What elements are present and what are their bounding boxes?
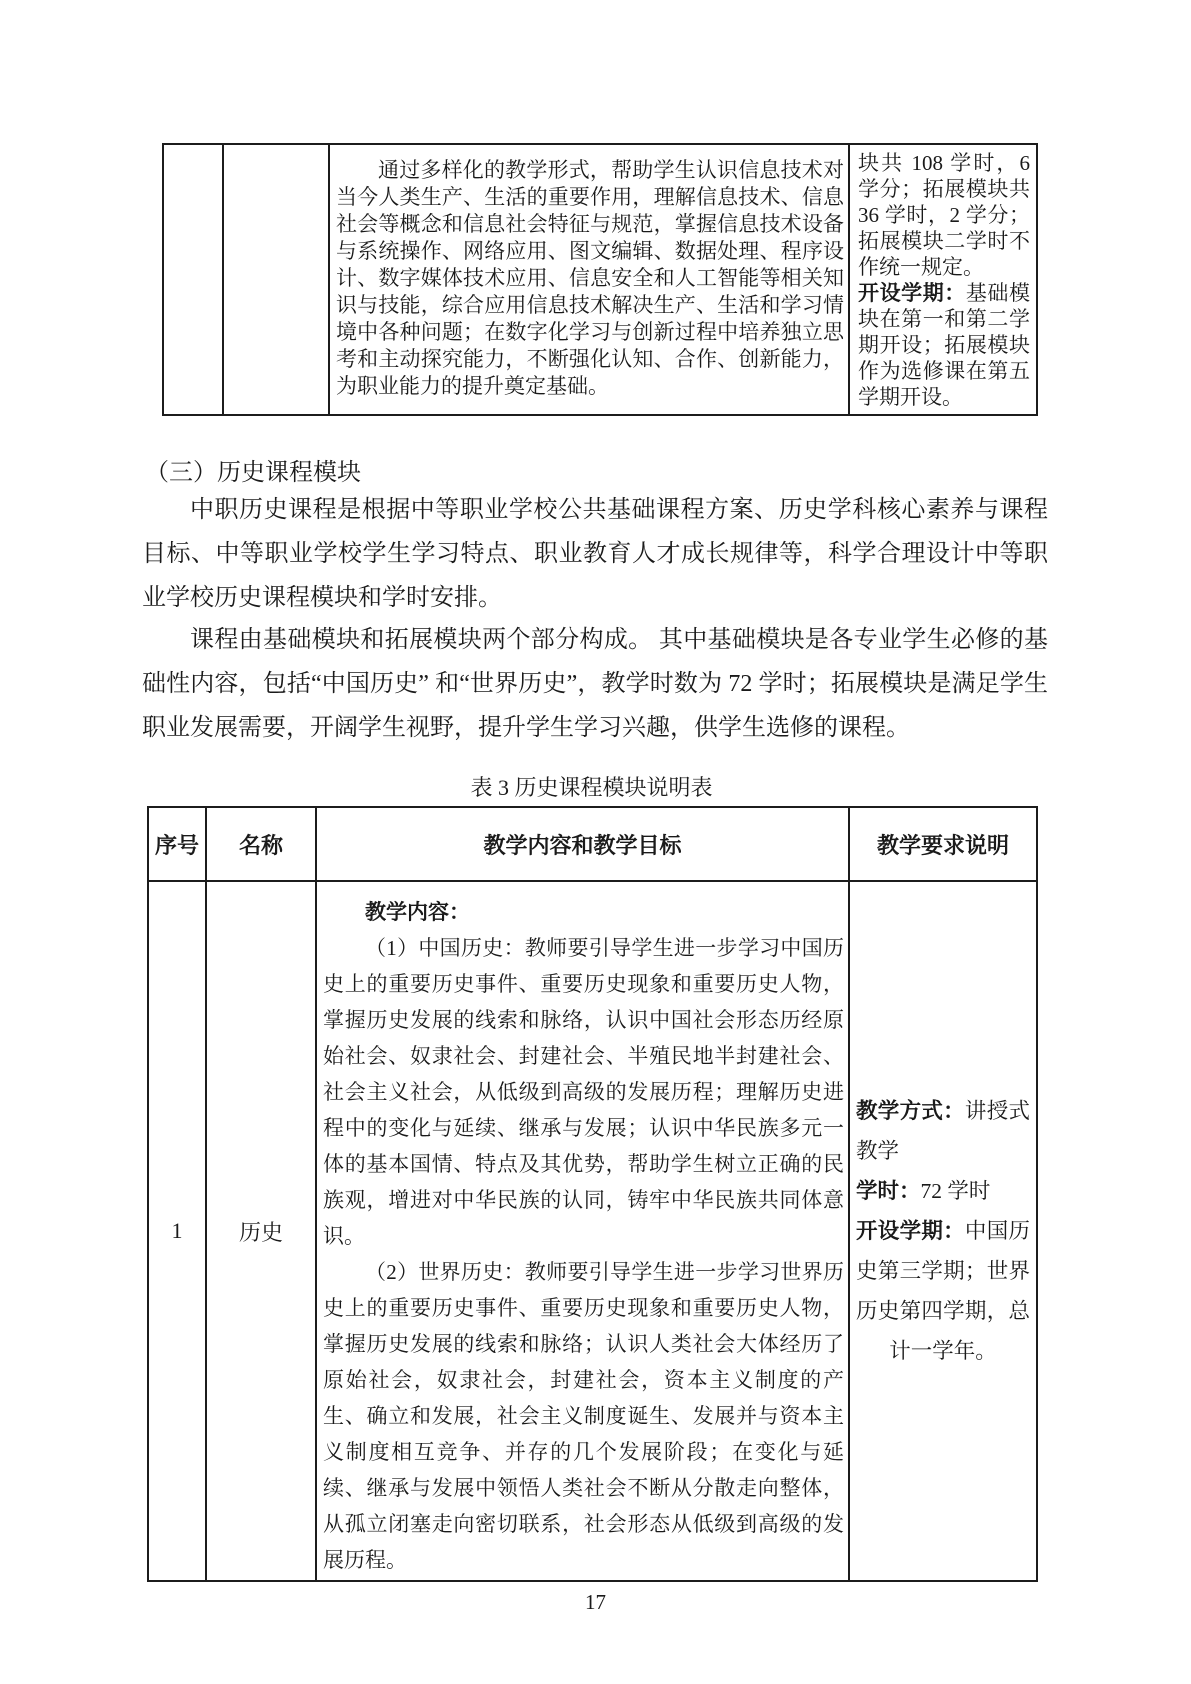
- content-heading: 教学内容：: [365, 900, 470, 924]
- info-tech-module-table: [162, 143, 1038, 416]
- header-requirements: 教学要求说明: [849, 807, 1037, 881]
- teaching-content-text: 通过多样化的教学形式，帮助学生认识信息技术对当今人类生产、生活的重要作用，理解信息技术、信息社会等概念和信息社会特征与规范，掌握信息技术设备与系统操作、网络应用、图文编辑、数据处理、程序设计、数字媒体技术应用、信息安全和人工智能等相关知识与技能，综合应用信息技术解决生产、生活和学习情境中各种问题；在数字化学习与创新过程中培养独立思考和主动探究能力，不断强化认知、合作、创新能力，为职业能力的提升奠定基础。: [336, 158, 844, 398]
- section-paragraph-1: 中职历史课程是根据中等职业学校公共基础课程方案、历史学科核心素养与课程目标、中等职业学校学生学习特点、职业教育人才成长规律等，科学合理设计中等职业学校历史课程模块和学时安排。: [142, 497, 1048, 611]
- course-content-cell: [316, 881, 849, 1581]
- requirement-semester: [858, 280, 1030, 410]
- index-cell-empty: [163, 144, 223, 415]
- semester-label: 开设学期：: [856, 1219, 965, 1243]
- content-world-history: （2）世界历史：教师要引导学生进一步学习世界历史上的重要历史事件、重要历史现象和重要历史人物，掌握历史发展的线索和脉络；认识人类社会大体经历了原始社会，奴隶社会，封建社会，资本主义制度的产生、确立和发展，社会主义制度诞生、发展并与资本主义制度相互竞争、并存的几个发展阶段；在变化与延续、继承与发展中领悟人类社会不断从分散走向整体，从孤立闭塞走向密切联系，社会形态从低级到高级的发展历程。: [323, 1260, 844, 1572]
- table-row: [163, 144, 1037, 415]
- method-value: 讲授式教学: [856, 1099, 1030, 1163]
- teaching-content-cell: [329, 144, 849, 415]
- row-index: 1: [148, 881, 206, 1581]
- hours-label: 学时：: [856, 1179, 921, 1203]
- table-caption: 表 3 历史课程模块说明表: [470, 775, 713, 800]
- teaching-requirement-cell: [849, 144, 1037, 415]
- req-method: [856, 1091, 1030, 1171]
- header-name: 名称: [206, 807, 316, 881]
- course-requirement-cell: [849, 881, 1037, 1581]
- section-paragraph-2: 课程由基础模块和拓展模块两个部分构成。 其中基础模块是各专业学生必修的基础性内容，包括“中国历史” 和“世界历史”，教学时数为 72 学时；拓展模块是满足学生职业发展需要，开阔学生视野，提升学生学习兴趣，供学生选修的课程。: [142, 627, 1048, 741]
- content-china-history: （1）中国历史：教师要引导学生进一步学习中国历史上的重要历史事件、重要历史现象和重要历史人物，掌握历史发展的线索和脉络，认识中国社会形态历经原始社会、奴隶社会、封建社会、半殖民地半封建社会、社会主义社会，从低级到高级的发展历程；理解历史进程中的变化与延续、继承与发展；认识中华民族多元一体的基本国情、特点及其优势，帮助学生树立正确的民族观，增进对中华民族的认同，铸牢中华民族共同体意识。: [323, 936, 844, 1248]
- header-index: 序号: [148, 807, 206, 881]
- semester-text: 基础模块在第一和第二学期开设；拓展模块作为选修课在第五学期开设。: [858, 281, 1031, 409]
- page-number: 17: [585, 1590, 606, 1614]
- requirement-intro: 块共 108 学时，6 学分；拓展模块共 36 学时，2 学分；拓展模块二学时不作统一规定。: [858, 151, 1030, 279]
- section-heading: （三）历史课程模块: [145, 460, 361, 486]
- semester-label: 开设学期：: [858, 281, 966, 305]
- table-header-row: [148, 807, 1037, 881]
- course-name: 历史: [206, 881, 316, 1581]
- method-label: 教学方式：: [856, 1099, 965, 1123]
- hours-value: 72 学时: [920, 1179, 991, 1203]
- req-hours: [856, 1171, 1030, 1211]
- semester-value: 中国历史第三学期；世界历史第四学期，总计一学年。: [856, 1219, 1030, 1363]
- history-module-table: [147, 806, 1038, 1582]
- header-content-goals: 教学内容和教学目标: [316, 807, 849, 881]
- name-cell-empty: [223, 144, 329, 415]
- req-semester: [856, 1211, 1030, 1371]
- table-row: [148, 881, 1037, 1581]
